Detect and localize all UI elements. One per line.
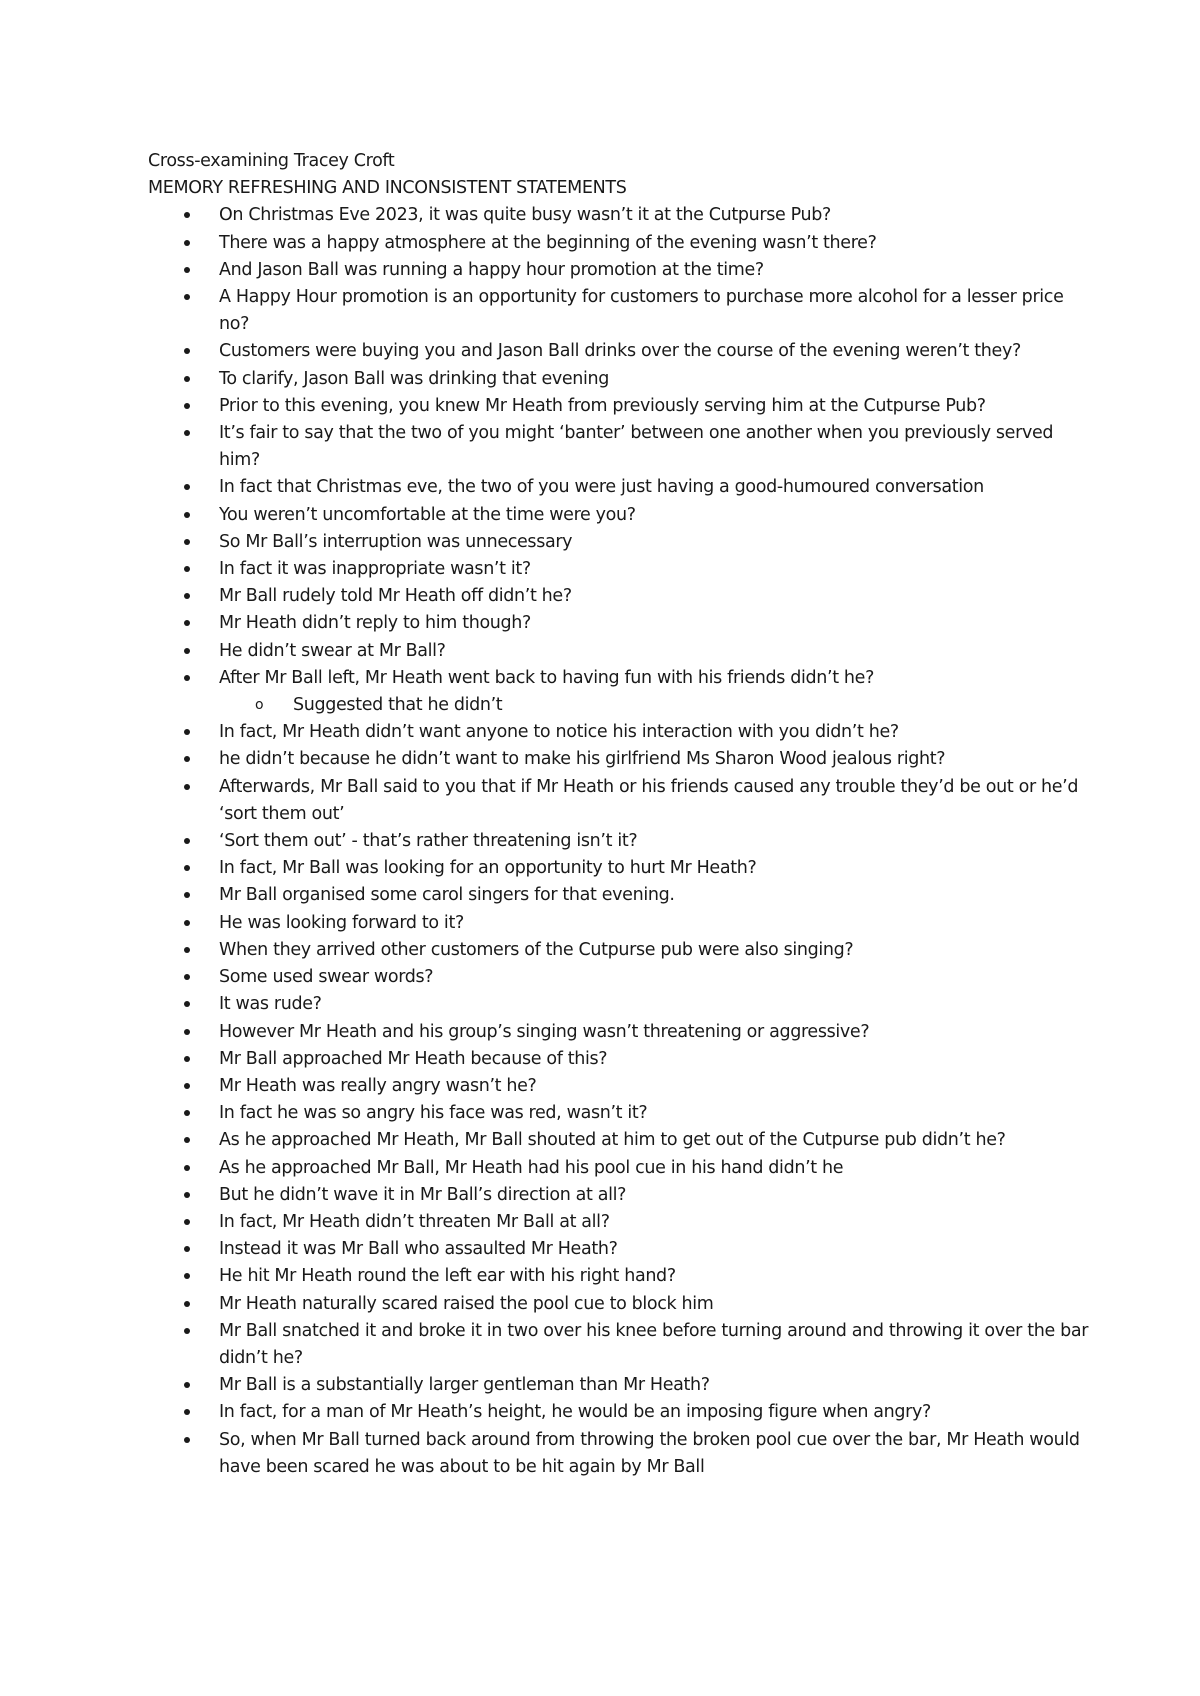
bullet-icon — [184, 593, 190, 599]
question-item — [148, 1318, 1089, 1372]
question-item — [148, 338, 1089, 365]
question-item — [148, 284, 1089, 338]
document-title: Cross-examining Tracey Croft — [148, 151, 395, 171]
question-text: In fact he was so angry his face was red, wasn’t it? — [219, 1103, 648, 1124]
question-item — [148, 474, 1089, 501]
question-text: However Mr Heath and his group’s singing wasn’t threatening or aggressive? — [219, 1021, 870, 1042]
question-list — [148, 202, 1089, 1481]
question-item — [148, 1073, 1089, 1100]
question-item — [148, 230, 1089, 257]
bullet-icon — [184, 294, 190, 300]
question-text: But he didn’t wave it in Mr Ball’s direction at all? — [219, 1184, 627, 1205]
bullet-icon — [184, 1137, 190, 1143]
question-item — [148, 583, 1089, 610]
question-text: As he approached Mr Heath, Mr Ball shouted at him to get out of the Cutpurse pub didn’t he? — [219, 1130, 1006, 1151]
bullet-icon — [184, 1382, 190, 1388]
bullet-icon — [184, 348, 190, 354]
bullet-icon — [184, 512, 190, 518]
question-item — [148, 964, 1089, 991]
question-item — [148, 366, 1089, 393]
question-text: He hit Mr Heath round the left ear with his right hand? — [219, 1266, 676, 1287]
question-item — [148, 1019, 1089, 1046]
question-text: Mr Ball approached Mr Heath because of this? — [219, 1048, 608, 1069]
question-item — [148, 991, 1089, 1018]
question-text: ‘Sort them out’ - that’s rather threatening isn’t it? — [219, 831, 638, 852]
bullet-icon — [184, 1301, 190, 1307]
question-item — [148, 882, 1089, 909]
bullet-icon — [184, 1056, 190, 1062]
bullet-icon — [184, 729, 190, 735]
question-item — [148, 746, 1089, 773]
question-text: Mr Ball is a substantially larger gentleman than Mr Heath? — [219, 1375, 710, 1396]
question-text: In fact, Mr Heath didn’t want anyone to notice his interaction with you didn’t he? — [219, 722, 899, 743]
bullet-icon — [184, 865, 190, 871]
bullet-icon — [184, 675, 190, 681]
question-text: There was a happy atmosphere at the beginning of the evening wasn’t there? — [219, 232, 877, 253]
bullet-icon — [184, 947, 190, 953]
question-item — [148, 937, 1089, 964]
question-text: When they arrived other customers of the Cutpurse pub were also singing? — [219, 939, 854, 960]
bullet-icon — [184, 892, 190, 898]
question-text: Mr Heath didn’t reply to him though? — [219, 613, 531, 634]
question-text: Mr Heath naturally scared raised the pool cue to block him — [219, 1293, 714, 1314]
question-text: In fact it was inappropriate wasn’t it? — [219, 559, 531, 580]
bullet-icon — [184, 376, 190, 382]
question-item — [148, 610, 1089, 637]
question-item — [148, 1263, 1089, 1290]
bullet-icon — [184, 430, 190, 436]
bullet-icon — [184, 403, 190, 409]
question-text: In fact that Christmas eve, the two of you were just having a good-humoured conversation — [219, 477, 984, 498]
question-text: So Mr Ball’s interruption was unnecessary — [219, 531, 573, 552]
question-item — [148, 1399, 1089, 1426]
bullet-icon — [184, 1437, 190, 1443]
bullet-icon — [184, 1029, 190, 1035]
question-item — [148, 855, 1089, 882]
bullet-icon — [184, 648, 190, 654]
bullet-icon — [184, 1001, 190, 1007]
question-item — [148, 202, 1089, 229]
bullet-icon — [184, 267, 190, 273]
question-item — [148, 1046, 1089, 1073]
sub-note-item — [148, 692, 1068, 719]
bullet-icon — [184, 566, 190, 572]
question-text: A Happy Hour promotion is an opportunity for customers to purchase more alcohol for a lesser price no? — [219, 287, 1064, 335]
bullet-icon — [184, 756, 190, 762]
question-text: Some used swear words? — [219, 967, 434, 988]
question-item — [148, 910, 1089, 937]
question-item — [148, 1427, 1089, 1481]
bullet-icon — [184, 1409, 190, 1415]
bullet-icon — [184, 1246, 190, 1252]
question-item — [148, 1236, 1089, 1263]
bullet-icon — [184, 539, 190, 545]
bullet-icon — [184, 1328, 190, 1334]
question-text: It’s fair to say that the two of you might ‘banter’ between one another when you previously served him? — [219, 423, 1054, 471]
question-text: And Jason Ball was running a happy hour promotion at the time? — [219, 259, 764, 280]
question-text: You weren’t uncomfortable at the time were you? — [219, 504, 636, 525]
bullet-icon — [184, 1192, 190, 1198]
question-item — [148, 638, 1089, 665]
question-item — [148, 502, 1089, 529]
bullet-icon — [184, 484, 190, 490]
question-item — [148, 1291, 1089, 1318]
question-text: Prior to this evening, you knew Mr Heath from previously serving him at the Cutpurse Pub? — [219, 395, 986, 416]
bullet-icon — [184, 212, 190, 218]
question-text: he didn’t because he didn’t want to make his girlfriend Ms Sharon Wood jealous right? — [219, 749, 946, 770]
bullet-icon — [184, 838, 190, 844]
question-item — [148, 556, 1089, 583]
question-item — [148, 1182, 1089, 1209]
question-text: In fact, Mr Heath didn’t threaten Mr Ball at all? — [219, 1211, 610, 1232]
question-item — [148, 828, 1089, 855]
question-item — [148, 1155, 1089, 1182]
question-item — [148, 1100, 1089, 1127]
question-text: Mr Ball rudely told Mr Heath off didn’t he? — [219, 586, 572, 607]
bullet-icon — [184, 1165, 190, 1171]
question-text: To clarify, Jason Ball was drinking that evening — [219, 368, 610, 389]
question-item — [148, 1209, 1089, 1236]
section-heading: MEMORY REFRESHING AND INCONSISTENT STATEMENTS — [148, 178, 627, 199]
question-text: In fact, for a man of Mr Heath’s height, he would be an imposing figure when angry? — [219, 1402, 931, 1423]
question-item — [148, 665, 1089, 692]
bullet-icon — [184, 620, 190, 626]
question-text: Mr Heath was really angry wasn’t he? — [219, 1075, 537, 1096]
question-text: Afterwards, Mr Ball said to you that if Mr Heath or his friends caused any trouble they’d be out or he’d ‘sort them out’ — [219, 776, 1079, 824]
question-text: He didn’t swear at Mr Ball? — [219, 640, 446, 661]
question-text: He was looking forward to it? — [219, 912, 464, 933]
question-item — [148, 529, 1089, 556]
bullet-icon — [184, 1273, 190, 1279]
question-text: It was rude? — [219, 994, 322, 1015]
bullet-icon — [184, 1110, 190, 1116]
question-text: Customers were buying you and Jason Ball drinks over the course of the evening weren’t they? — [219, 341, 1021, 362]
question-item — [148, 257, 1089, 284]
sub-note-text: Suggested that he didn’t — [293, 695, 503, 716]
question-text: On Christmas Eve 2023, it was quite busy wasn’t it at the Cutpurse Pub? — [219, 205, 831, 226]
question-text: Instead it was Mr Ball who assaulted Mr Heath? — [219, 1239, 618, 1260]
document-body — [148, 148, 1089, 1481]
question-text: Mr Ball organised some carol singers for that evening. — [219, 885, 675, 906]
question-item — [148, 420, 1089, 474]
bullet-icon — [184, 974, 190, 980]
question-text: Mr Ball snatched it and broke it in two over his knee before turning around and throwing it over the bar didn’t he? — [219, 1320, 1089, 1368]
question-text: In fact, Mr Ball was looking for an opportunity to hurt Mr Heath? — [219, 858, 757, 879]
question-text: As he approached Mr Ball, Mr Heath had his pool cue in his hand didn’t he — [219, 1157, 844, 1178]
hollow-bullet-icon: o — [255, 697, 264, 714]
question-item — [148, 1127, 1089, 1154]
bullet-icon — [184, 920, 190, 926]
question-item — [148, 1372, 1089, 1399]
question-text: After Mr Ball left, Mr Heath went back to having fun with his friends didn’t he? — [219, 667, 875, 688]
question-text: So, when Mr Ball turned back around from throwing the broken pool cue over the bar, Mr Heath would have been scared he was about to be hit again by Mr Ball — [219, 1429, 1080, 1477]
bullet-icon — [184, 1219, 190, 1225]
bullet-icon — [184, 240, 190, 246]
bullet-icon — [184, 784, 190, 790]
bullet-icon — [184, 1083, 190, 1089]
question-item — [148, 774, 1089, 828]
question-item — [148, 719, 1089, 746]
question-item — [148, 393, 1089, 420]
